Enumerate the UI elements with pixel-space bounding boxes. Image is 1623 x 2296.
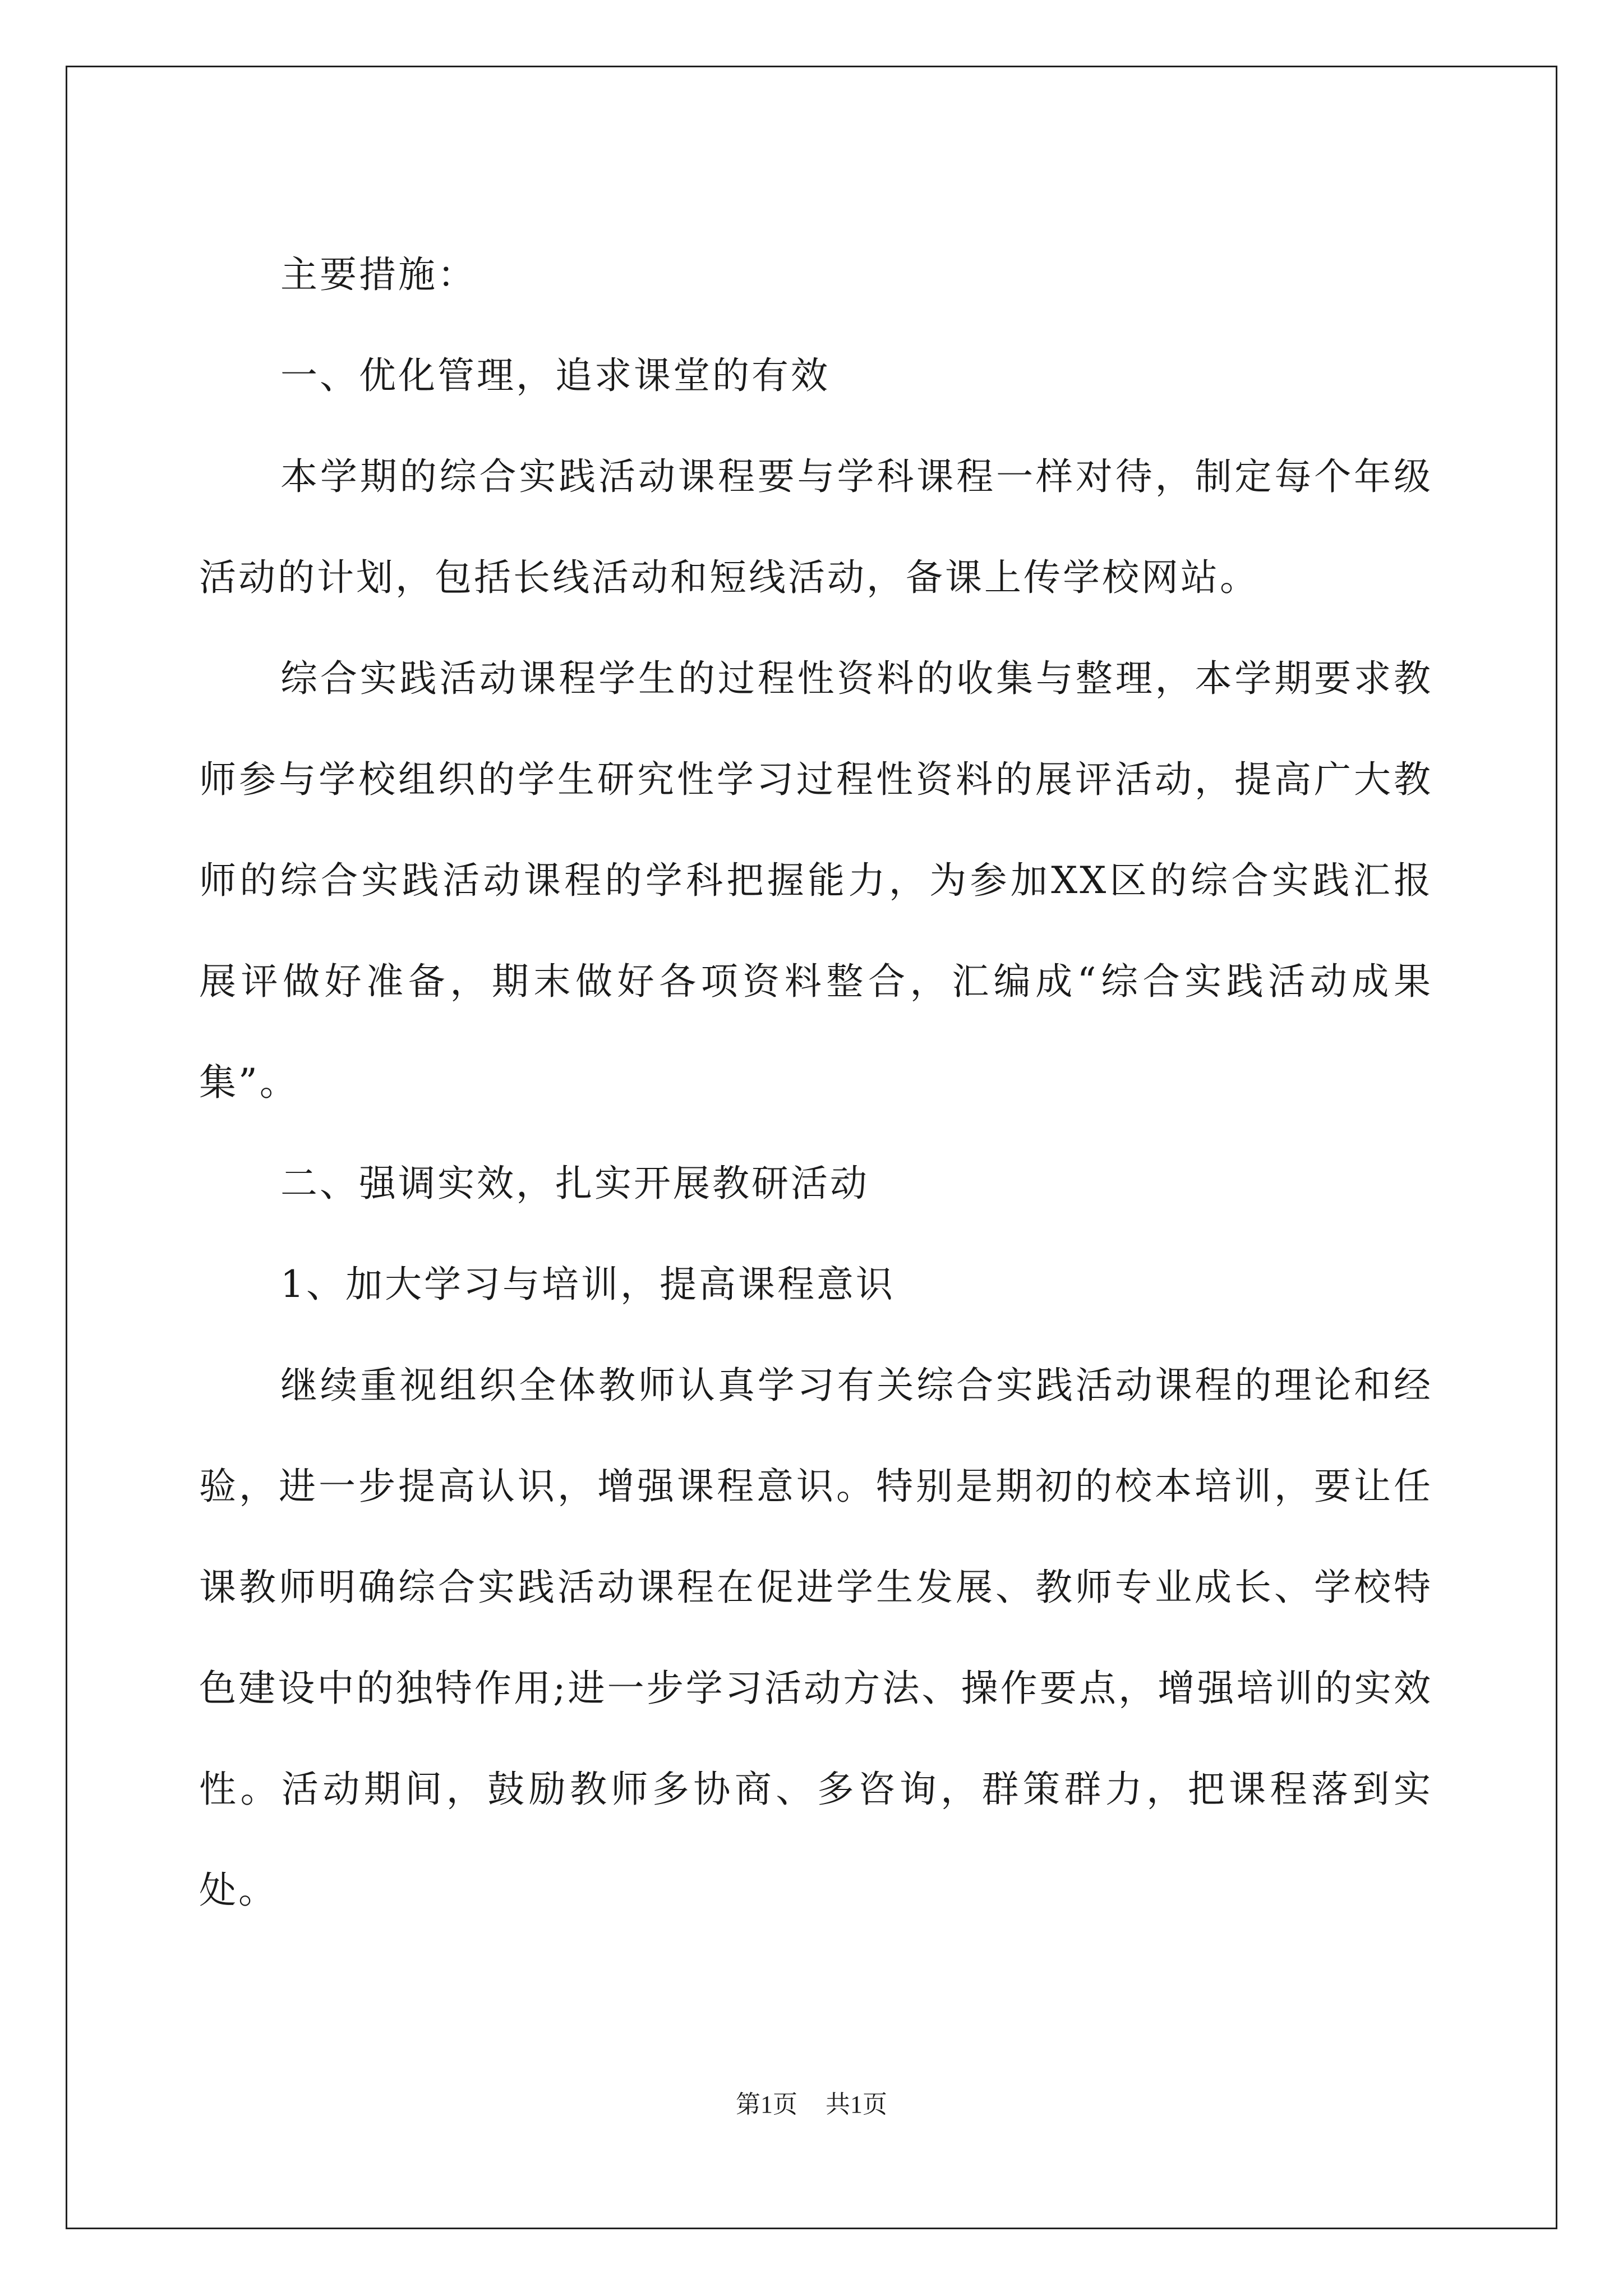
page-footer	[0, 2084, 1623, 2120]
section-title: 一、优化管理，追求课堂的有效	[280, 354, 830, 397]
document-body	[199, 224, 1433, 1941]
body-paragraph: 综合实践活动课程学生的过程性资料的收集与整理，本学期要求教师参与学校组织的学生研究性学习过程性资料的展评活动，提高广大教师的综合实践活动课程的学科把握能力，为参加XX区的综合实践汇报展评做好准备，期末做好各项资料整合，汇编成“综合实践活动成果集”。	[199, 657, 1433, 1104]
subsection-title: 1、加大学习与培训，提高课程意识	[280, 1263, 895, 1306]
section-title: 二、强调实效，扎实开展教研活动	[280, 1162, 869, 1205]
heading-main-measures: 主要措施：	[280, 253, 477, 296]
body-paragraph: 继续重视组织全体教师认真学习有关综合实践活动课程的理论和经验，进一步提高认识，增强课程意识。特别是期初的校本培训，要让任课教师明确综合实践活动课程在促进学生发展、教师专业成长、学校特色建设中的独特作用;进一步学习活动方法、操作要点，增强培训的实效性。活动期间，鼓励教师多协商、多咨询，群策群力，把课程落到实处。	[199, 1364, 1433, 1912]
body-paragraph: 本学期的综合实践活动课程要与学科课程一样对待，制定每个年级活动的计划，包括长线活动和短线活动，备课上传学校网站。	[199, 455, 1433, 599]
page-number-current: 第1页	[736, 2091, 797, 2118]
page-number-total: 共1页	[826, 2091, 887, 2118]
